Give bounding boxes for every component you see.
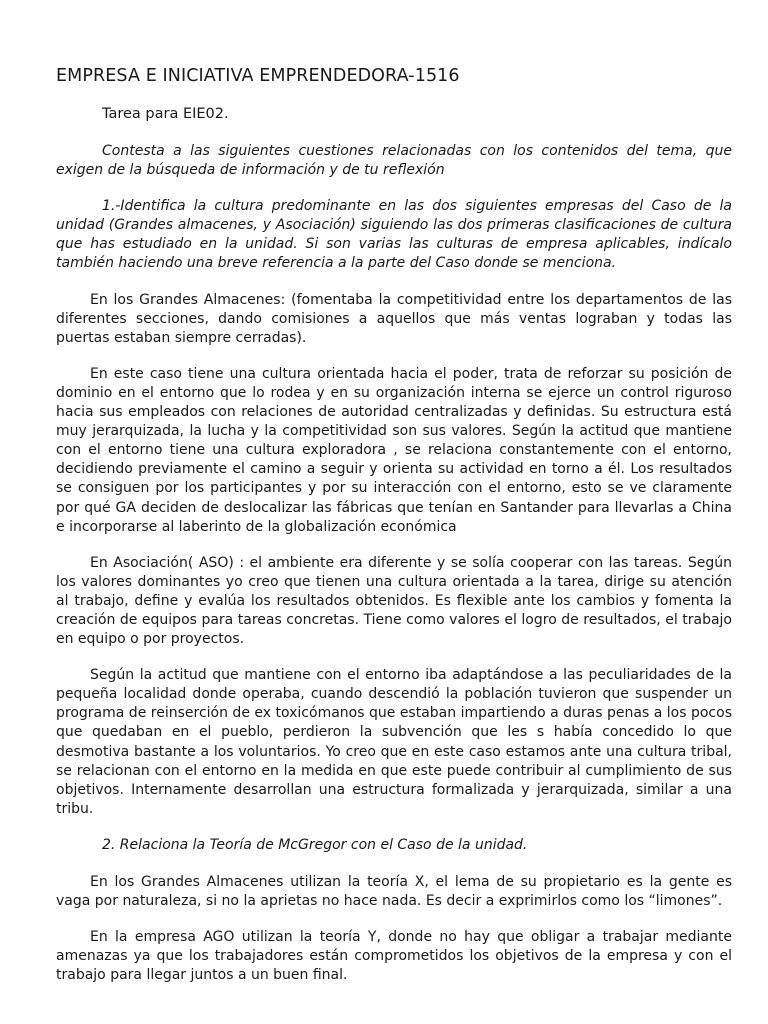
answer-2-paragraph-1: En los Grandes Almacenes utilizan la teoría X, el lema de su propietario es la gente es vaga por naturaleza, si no la aprietas no hace nada. Es decir a exprimirlos como los “limones”. <box>56 874 732 910</box>
answer-1-paragraph-3: En Asociación( ASO) : el ambiente era diferente y se solía cooperar con las tareas. Según los valores dominantes yo creo que tienen una cultura orientada a la tarea, dirige su atención al trabajo, define y evalúa los resultados obtenidos. Es flexible ante los cambios y fomenta la creación de equipos para tareas concretas. Tiene como valores el logro de resultados, el trabajo en equipo o por proyectos. <box>56 554 732 648</box>
intro-instructions: Contesta a las siguientes cuestiones relacionadas con los contenidos del tema, que exigen de la búsqueda de información y de tu reflexión <box>56 143 732 179</box>
answer-1-paragraph-4: Según la actitud que mantiene con el entorno iba adaptándose a las peculiaridades de la pequeña localidad donde operaba, cuando descendió la población tuvieron que suspender un programa de reinserción de ex toxicómanos que estaban impartiendo a duras penas a los pocos que quedaban en el pueblo, perdieron la subvención que les s había concedido lo que desmotiva bastante a los voluntarios. Yo creo que en este caso estamos ante una cultura tribal, se relacionan con el entorno en la medida en que este puede contribuir al cumplimiento de sus objetivos. Internamente desarrollan una estructura formalizada y jerarquizada, similar a una tribu. <box>56 667 732 817</box>
document-page <box>56 66 732 1002</box>
question-2: 2. Relaciona la Teoría de McGregor con el Caso de la unidad. <box>102 836 528 853</box>
question-1: 1.-Identifica la cultura predominante en las dos siguientes empresas del Caso de la unidad (Grandes almacenes, y Asociación) siguiendo las dos primeras clasificaciones de cultura que has estudiado en la unidad. Si son varias las culturas de empresa aplicables, indícalo también haciendo una breve referencia a la parte del Caso donde se menciona. <box>56 198 732 272</box>
answer-2-paragraph-2: En la empresa AGO utilizan la teoría Y, donde no hay que obligar a trabajar mediante amenazas ya que los trabajadores están comprometidos los objetivos de la empresa y con el trabajo para llegar juntos a un buen final. <box>56 929 732 984</box>
document-title: EMPRESA E INICIATIVA EMPRENDEDORA-1516 <box>56 66 460 86</box>
answer-1-paragraph-1: En los Grandes Almacenes: (fomentaba la competitividad entre los departamentos de las diferentes secciones, dando comisiones a aquellos que más ventas lograban y todas las puertas estaban siempre cerradas). <box>56 291 732 346</box>
task-subtitle: Tarea para EIE02. <box>102 106 229 122</box>
answer-1-paragraph-2: En este caso tiene una cultura orientada hacia el poder, trata de reforzar su posición de dominio en el entorno que lo rodea y en su organización interna se ejerce un control riguroso hacia sus empleados con relaciones de autoridad centralizadas y definidas. Su estructura está muy jerarquizada, la lucha y la competitividad son sus valores. Según la actitud que mantiene con el entorno tiene una cultura exploradora , se relaciona constantemente con el entorno, decidiendo previamente el camino a seguir y orienta su actividad en torno a él. Los resultados se consiguen por los participantes y por su interacción con el entorno, esto se ve claramente por qué GA deciden de deslocalizar las fábricas que tenían en Santander para llevarlas a China e incorporarse al laberinto de la globalización económica <box>56 365 732 535</box>
